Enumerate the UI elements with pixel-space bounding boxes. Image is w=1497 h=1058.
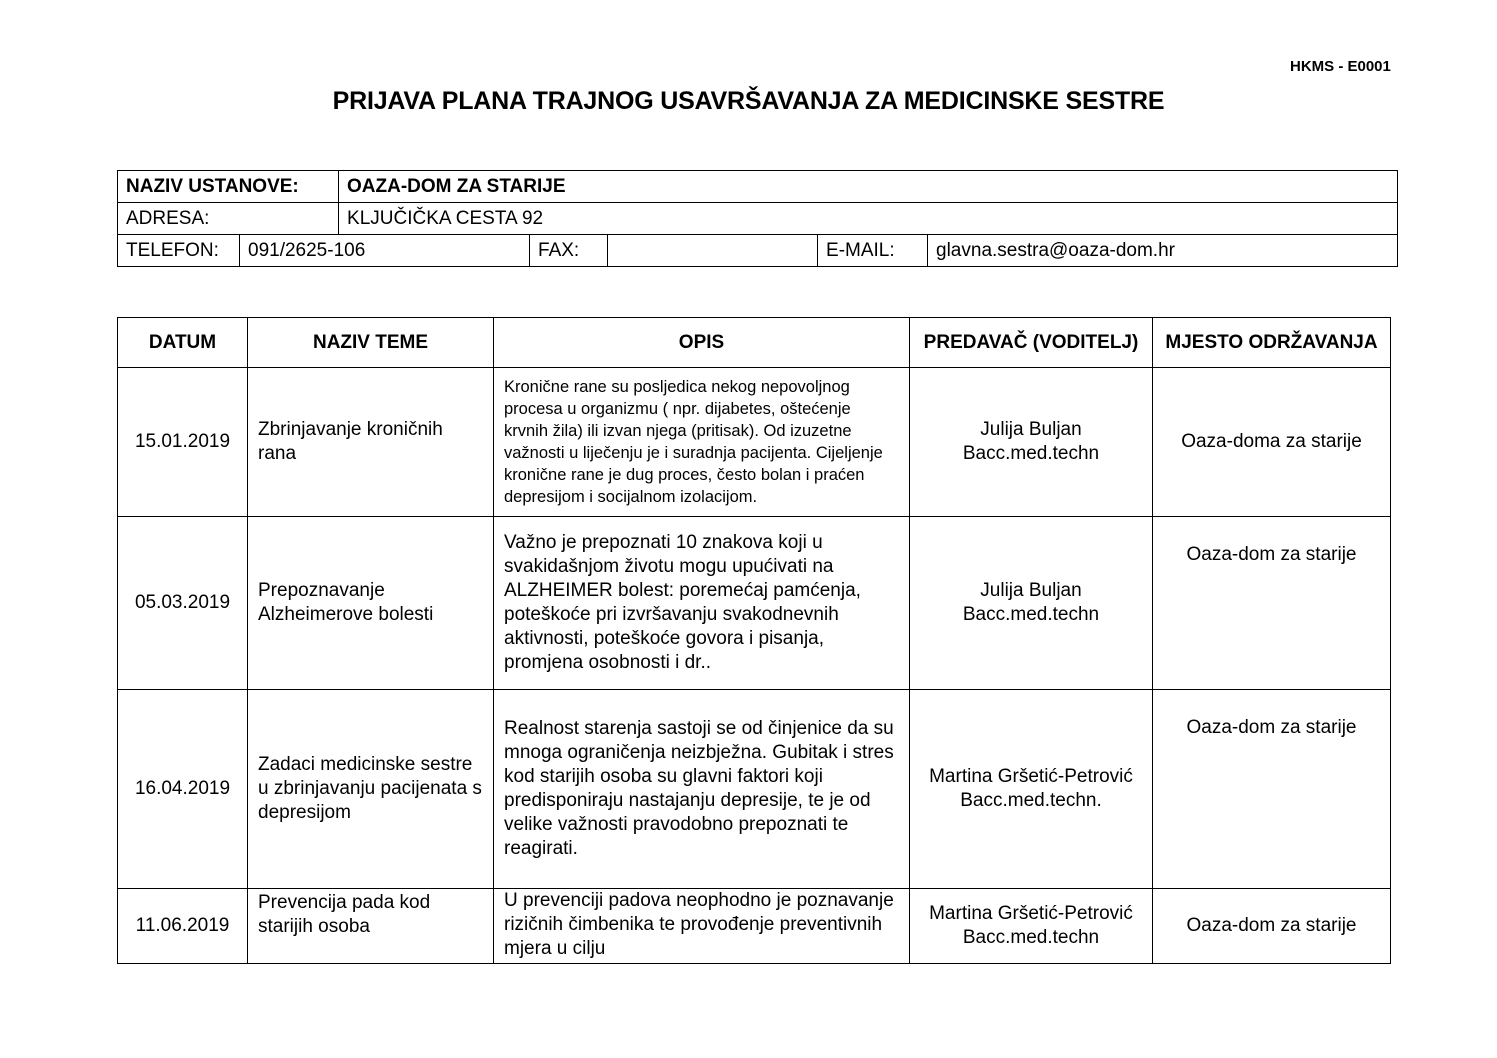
row-lecturer	[910, 889, 1153, 964]
row-topic: Prepoznavanje Alzheimerove bolesti	[248, 517, 494, 690]
row-description: Realnost starenja sastoji se od činjenice da su mnoga ograničenja neizbježna. Gubitak i stres kod starijih osoba su glavni faktori koji predisponiraju nastajanju depresije, te je od velike važnosti pravodobno prepoznati te reagirati.	[494, 690, 910, 889]
education-plan-table	[117, 317, 1391, 964]
fax-value	[608, 235, 818, 267]
row-topic: Zbrinjavanje kroničnih rana	[248, 368, 494, 517]
header-lecturer: PREDAVAČ (VODITELJ)	[910, 318, 1153, 368]
header-location: MJESTO ODRŽAVANJA	[1153, 318, 1391, 368]
institution-info-table	[117, 170, 1398, 267]
row-date: 16.04.2019	[118, 690, 248, 889]
fax-label: FAX:	[530, 235, 608, 267]
row-date: 15.01.2019	[118, 368, 248, 517]
lecturer-title: Bacc.med.techn	[962, 604, 1100, 625]
lecturer-title: Bacc.med.techn	[962, 443, 1100, 464]
email-value: glavna.sestra@oaza-dom.hr	[928, 235, 1398, 267]
institution-name-label: NAZIV USTANOVE:	[118, 171, 339, 203]
row-lecturer	[910, 517, 1153, 690]
row-lecturer	[910, 368, 1153, 517]
page-title: PRIJAVA PLANA TRAJNOG USAVRŠAVANJA ZA MEDICINSKE SESTRE	[332, 87, 1165, 115]
header-description: OPIS	[494, 318, 910, 368]
email-label: E-MAIL:	[818, 235, 928, 267]
lecturer-name: Martina Gršetić-Petrović	[929, 766, 1133, 787]
row-topic: Zadaci medicinske sestre u zbrinjavanju pacijenata s depresijom	[248, 690, 494, 889]
phone-label: TELEFON:	[118, 235, 240, 267]
table-row	[118, 368, 1391, 517]
address-label: ADRESA:	[118, 203, 339, 235]
row-description: Kronične rane su posljedica nekog nepovoljnog procesa u organizmu ( npr. dijabetes, oštećenje krvnih žila) ili izvan njega (pritisak). Od izuzetne važnosti u liječenju je i suradnja pacijenta. Cijeljenje kronične rane je dug proces, često bolan i praćen depresijom i socijalnom izolacijom.	[494, 368, 910, 517]
row-lecturer	[910, 690, 1153, 889]
phone-value: 091/2625-106	[240, 235, 530, 267]
row-date: 05.03.2019	[118, 517, 248, 690]
row-location: Oaza-dom za starije	[1153, 517, 1391, 690]
row-description: Važno je prepoznati 10 znakova koji u svakidašnjom životu mogu upućivati na ALZHEIMER bolest: poremećaj pamćenja, poteškoće pri izvršavanju svakodnevnih aktivnosti, poteškoće govora i pisanja, promjena osobnosti i dr..	[494, 517, 910, 690]
lecturer-name: Julija Buljan	[980, 419, 1082, 440]
header-topic: NAZIV TEME	[248, 318, 494, 368]
lecturer-name: Julija Buljan	[980, 580, 1082, 601]
lecturer-title: Bacc.med.techn	[962, 927, 1100, 948]
form-code: HKMS - E0001	[1290, 58, 1391, 75]
address-value: KLJUČIČKA CESTA 92	[339, 203, 1398, 235]
table-row	[118, 517, 1391, 690]
row-topic: Prevencija pada kod starijih osoba	[248, 889, 494, 964]
row-location: Oaza-dom za starije	[1153, 889, 1391, 964]
lecturer-name: Martina Gršetić-Petrović	[929, 903, 1133, 924]
header-date: DATUM	[118, 318, 248, 368]
table-row	[118, 690, 1391, 889]
row-location: Oaza-doma za starije	[1153, 368, 1391, 517]
institution-name-value: OAZA-DOM ZA STARIJE	[339, 171, 1398, 203]
row-date: 11.06.2019	[118, 889, 248, 964]
row-description: U prevenciji padova neophodno je poznavanje rizičnih čimbenika te provođenje preventivnih mjera u cilju	[494, 889, 910, 964]
table-row	[118, 889, 1391, 964]
lecturer-title: Bacc.med.techn.	[960, 790, 1102, 811]
row-location: Oaza-dom za starije	[1153, 690, 1391, 889]
